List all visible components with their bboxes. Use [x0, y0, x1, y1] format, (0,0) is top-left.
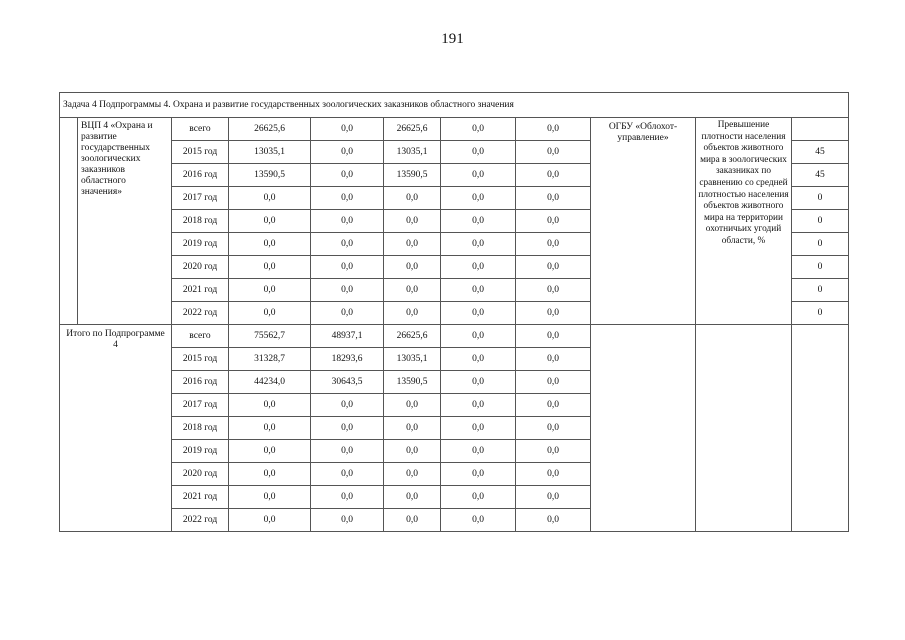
- amount-cell: 0,0: [229, 279, 311, 302]
- amount-cell: 0,0: [384, 279, 441, 302]
- amount-cell: 0,0: [311, 509, 384, 532]
- period-cell: всего: [172, 118, 229, 141]
- period-cell: 2017 год: [172, 394, 229, 417]
- amount-cell: 0,0: [311, 187, 384, 210]
- amount-cell: 0,0: [384, 187, 441, 210]
- target-value-cell: 0: [792, 256, 849, 279]
- amount-cell: 0,0: [311, 486, 384, 509]
- amount-cell: 0,0: [384, 509, 441, 532]
- amount-cell: 0,0: [441, 486, 516, 509]
- total-name: Итого по Подпрограмме 4: [60, 325, 172, 532]
- amount-cell: 0,0: [229, 440, 311, 463]
- target-value-cell: 0: [792, 233, 849, 256]
- indicator-cell: Превышение плотности населения объектов животного мира в зоологических заказниках по сравнению со средней плотностью населения объектов животного мира на территории охотничьих угодий области, %: [696, 118, 792, 325]
- amount-cell: 0,0: [311, 141, 384, 164]
- amount-cell: 48937,1: [311, 325, 384, 348]
- amount-cell: 0,0: [229, 509, 311, 532]
- amount-cell: 13035,1: [384, 141, 441, 164]
- amount-cell: 0,0: [516, 279, 591, 302]
- amount-cell: 0,0: [441, 233, 516, 256]
- empty-executor-cell: [591, 325, 696, 532]
- amount-cell: 0,0: [311, 417, 384, 440]
- amount-cell: 0,0: [516, 440, 591, 463]
- target-value-cell: 0: [792, 210, 849, 233]
- amount-cell: 0,0: [229, 463, 311, 486]
- amount-cell: 0,0: [311, 440, 384, 463]
- amount-cell: 0,0: [441, 118, 516, 141]
- amount-cell: 0,0: [441, 463, 516, 486]
- amount-cell: 0,0: [384, 394, 441, 417]
- amount-cell: 0,0: [516, 256, 591, 279]
- amount-cell: 26625,6: [384, 118, 441, 141]
- period-cell: 2021 год: [172, 279, 229, 302]
- amount-cell: 30643,5: [311, 371, 384, 394]
- amount-cell: 0,0: [516, 233, 591, 256]
- amount-cell: 0,0: [441, 371, 516, 394]
- amount-cell: 0,0: [516, 302, 591, 325]
- amount-cell: 31328,7: [229, 348, 311, 371]
- amount-cell: 0,0: [311, 256, 384, 279]
- amount-cell: 0,0: [441, 302, 516, 325]
- period-cell: 2015 год: [172, 141, 229, 164]
- amount-cell: 0,0: [441, 394, 516, 417]
- amount-cell: 0,0: [441, 509, 516, 532]
- amount-cell: 0,0: [441, 325, 516, 348]
- amount-cell: 0,0: [516, 417, 591, 440]
- amount-cell: 75562,7: [229, 325, 311, 348]
- amount-cell: 13035,1: [229, 141, 311, 164]
- amount-cell: 0,0: [516, 325, 591, 348]
- amount-cell: 0,0: [441, 187, 516, 210]
- amount-cell: 0,0: [441, 164, 516, 187]
- amount-cell: 13590,5: [229, 164, 311, 187]
- amount-cell: 0,0: [229, 210, 311, 233]
- empty-margin-cell: [60, 118, 78, 325]
- amount-cell: 0,0: [384, 210, 441, 233]
- amount-cell: 0,0: [441, 210, 516, 233]
- amount-cell: 0,0: [384, 302, 441, 325]
- amount-cell: 0,0: [441, 141, 516, 164]
- amount-cell: 0,0: [311, 394, 384, 417]
- amount-cell: 0,0: [311, 302, 384, 325]
- amount-cell: 0,0: [516, 141, 591, 164]
- period-cell: 2016 год: [172, 371, 229, 394]
- amount-cell: 0,0: [441, 348, 516, 371]
- amount-cell: 0,0: [311, 118, 384, 141]
- amount-cell: 0,0: [516, 118, 591, 141]
- amount-cell: 0,0: [516, 164, 591, 187]
- period-cell: 2015 год: [172, 348, 229, 371]
- table-row: [60, 325, 849, 348]
- task-caption-row: [60, 93, 849, 118]
- amount-cell: 26625,6: [384, 325, 441, 348]
- target-value-cell: [792, 118, 849, 141]
- period-cell: 2021 год: [172, 486, 229, 509]
- period-cell: 2019 год: [172, 440, 229, 463]
- period-cell: 2018 год: [172, 417, 229, 440]
- amount-cell: 13590,5: [384, 164, 441, 187]
- amount-cell: 0,0: [516, 371, 591, 394]
- period-cell: 2019 год: [172, 233, 229, 256]
- amount-cell: 0,0: [311, 463, 384, 486]
- amount-cell: 0,0: [384, 233, 441, 256]
- task-title: Задача 4 Подпрограммы 4. Охрана и развитие государственных зоологических заказников областного значения: [60, 93, 849, 118]
- amount-cell: 26625,6: [229, 118, 311, 141]
- amount-cell: 0,0: [384, 463, 441, 486]
- amount-cell: 0,0: [229, 417, 311, 440]
- amount-cell: 0,0: [311, 164, 384, 187]
- amount-cell: 0,0: [384, 486, 441, 509]
- executor-cell: ОГБУ «Облохот-управление»: [591, 118, 696, 325]
- amount-cell: 0,0: [441, 256, 516, 279]
- page-number: 191: [441, 31, 464, 47]
- amount-cell: 13035,1: [384, 348, 441, 371]
- program-name: ВЦП 4 «Охрана и развитие государственных зоологических заказников областного значения»: [78, 118, 172, 325]
- empty-target-cell: [792, 325, 849, 532]
- target-value-cell: 0: [792, 302, 849, 325]
- amount-cell: 0,0: [516, 486, 591, 509]
- amount-cell: 0,0: [516, 394, 591, 417]
- amount-cell: 0,0: [516, 509, 591, 532]
- amount-cell: 0,0: [384, 256, 441, 279]
- amount-cell: 0,0: [441, 417, 516, 440]
- amount-cell: 0,0: [229, 394, 311, 417]
- amount-cell: 0,0: [516, 348, 591, 371]
- amount-cell: 0,0: [516, 187, 591, 210]
- amount-cell: 0,0: [311, 279, 384, 302]
- amount-cell: 18293,6: [311, 348, 384, 371]
- amount-cell: 0,0: [516, 463, 591, 486]
- amount-cell: 0,0: [441, 440, 516, 463]
- period-cell: 2017 год: [172, 187, 229, 210]
- amount-cell: 44234,0: [229, 371, 311, 394]
- target-value-cell: 0: [792, 279, 849, 302]
- period-cell: 2022 год: [172, 509, 229, 532]
- period-cell: 2020 год: [172, 463, 229, 486]
- empty-indicator-cell: [696, 325, 792, 532]
- amount-cell: 0,0: [229, 486, 311, 509]
- period-cell: 2020 год: [172, 256, 229, 279]
- target-value-cell: 45: [792, 164, 849, 187]
- amount-cell: 0,0: [311, 233, 384, 256]
- amount-cell: 0,0: [229, 256, 311, 279]
- amount-cell: 0,0: [384, 417, 441, 440]
- period-cell: 2018 год: [172, 210, 229, 233]
- period-cell: 2022 год: [172, 302, 229, 325]
- amount-cell: 13590,5: [384, 371, 441, 394]
- amount-cell: 0,0: [229, 187, 311, 210]
- amount-cell: 0,0: [384, 440, 441, 463]
- amount-cell: 0,0: [229, 302, 311, 325]
- period-cell: всего: [172, 325, 229, 348]
- amount-cell: 0,0: [229, 233, 311, 256]
- period-cell: 2016 год: [172, 164, 229, 187]
- table-row: [60, 118, 849, 141]
- amount-cell: 0,0: [516, 210, 591, 233]
- amount-cell: 0,0: [311, 210, 384, 233]
- amount-cell: 0,0: [441, 279, 516, 302]
- budget-table: [59, 92, 849, 532]
- target-value-cell: 0: [792, 187, 849, 210]
- target-value-cell: 45: [792, 141, 849, 164]
